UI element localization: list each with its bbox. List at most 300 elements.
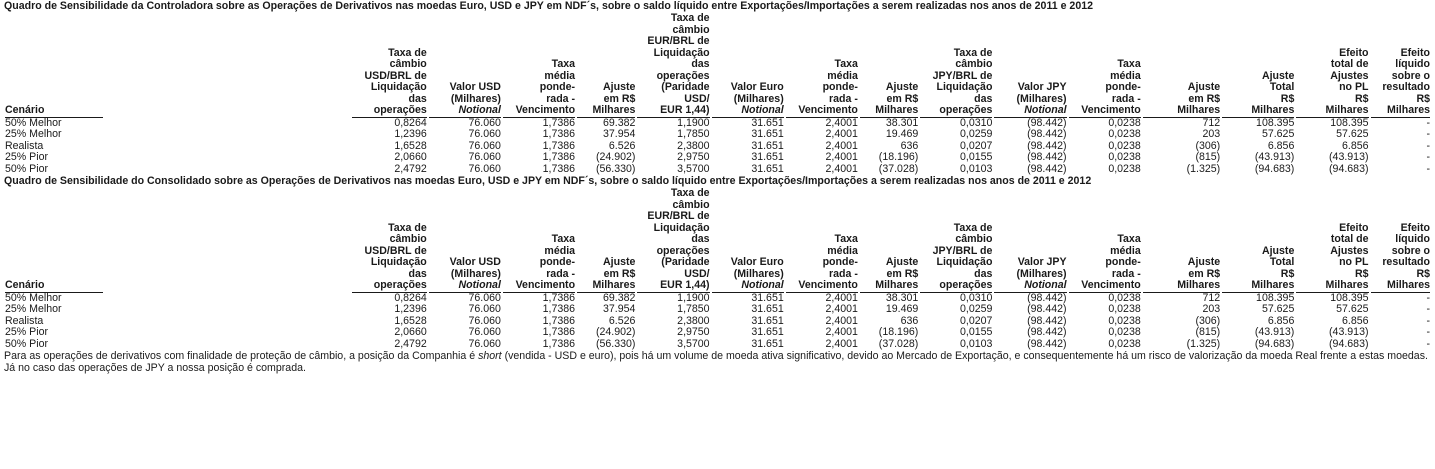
header-line: operações [939,104,993,116]
header-line: Vencimento [515,279,576,291]
cell-usd-notional: 76.060 [468,139,501,152]
header-eur-notional [711,13,785,118]
cell-eur-notional: 31.651 [751,162,784,175]
cell-total-adjustment: 6.856 [1267,314,1295,327]
header-line: Taxa [551,58,576,70]
header-line: Ajustes [1330,69,1369,82]
header-line: em R$ [886,267,919,280]
cell-eur-notional: 31.651 [751,128,784,140]
cell-equity-effect: (43.913) [1329,326,1369,338]
cell-eur-rate: 1,7850 [677,128,710,140]
header-eur-adjustment [859,13,919,118]
cell-usd-adjustment: 6.526 [608,139,636,152]
header-line: Efeito [1339,221,1369,234]
header-line: Ajuste [1261,244,1295,257]
sensitivity-table [4,13,1431,175]
section-title: Quadro de Sensibilidade do Consolidado sobre as Operações de Derivativos nas moedas Euro, USD e JPY em NDF´s, sobre o saldo líquido entre Exportações/Importações a serem realizadas nos anos de 2011 e 2012 [4,175,1092,187]
cell-eur-adjustment: (37.028) [878,337,919,350]
cell-jpy-avg-rate: 0,0238 [1108,128,1141,140]
cell-equity-effect: 108.395 [1330,291,1369,304]
header-line: câmbio [672,23,710,36]
header-line: Notional [458,104,501,116]
header-line: (Paridade [661,256,710,268]
header-line: Ajuste [885,256,919,268]
cell-usd-notional: 76.060 [468,314,501,327]
cell-scenario: 50% Pior [5,162,48,175]
header-usd-avg-rate [502,13,576,118]
header-line: operações [373,279,427,291]
header-line: no PL [1339,81,1369,93]
header-line: Taxa [1117,58,1141,70]
cell-total-adjustment: (94.683) [1254,162,1295,175]
header-line: sobre o [1391,69,1430,82]
header-usd-rate [351,13,427,118]
header-usd-adjustment [576,188,636,293]
cell-jpy-avg-rate: 0,0238 [1108,139,1141,152]
cell-usd-rate: 1,2396 [394,128,427,140]
cell-eur-adjustment: (18.196) [878,151,919,163]
header-line: EUR/BRL de [647,210,710,222]
cell-result-effect: - [1426,151,1430,163]
cell-jpy-adjustment: 712 [1202,116,1221,129]
cell-eur-notional: 31.651 [751,116,784,129]
cell-scenario: Realista [5,139,44,152]
cell-equity-effect: (94.683) [1329,162,1369,175]
header-line: Milhares [592,104,636,116]
header-line: Taxa [834,58,858,70]
header-line: Milhares [1387,104,1430,116]
header-line: Liquidação [370,81,427,93]
header-line: Milhares [592,279,636,291]
cell-usd-rate: 1,2396 [394,303,427,315]
cell-jpy-avg-rate: 0,0238 [1108,314,1141,327]
cell-jpy-adjustment: 203 [1202,128,1221,140]
header-line: Milhares [1325,104,1369,116]
cell-usd-adjustment: 69.382 [603,291,636,304]
header-line: Notional [458,279,501,291]
header-line: câmbio [955,58,993,70]
header-line: Taxa de [670,12,710,24]
cell-usd-notional: 76.060 [468,128,501,140]
header-line: em R$ [603,92,636,105]
table-row [4,327,1431,339]
cell-eur-adjustment: (37.028) [878,162,919,175]
footnote-emphasis: short [478,350,502,362]
cell-equity-effect: (43.913) [1329,151,1369,163]
table-row [4,164,1431,176]
header-line: Ajuste [1261,69,1295,82]
header-jpy-avg-rate [1068,188,1142,293]
cell-jpy-rate: 0,0103 [960,337,993,350]
cell-result-effect: - [1426,314,1430,327]
cell-usd-notional: 76.060 [468,303,501,315]
header-line: USD/ [684,267,710,280]
cell-usd-avg-rate: 1,7386 [542,139,576,152]
cell-jpy-avg-rate: 0,0238 [1108,291,1141,304]
cell-total-adjustment: 57.625 [1261,128,1295,140]
header-row [4,188,1431,293]
header-line: ponde- [539,256,576,268]
header-line: (Milhares) [1016,92,1067,105]
header-line: no PL [1339,256,1369,268]
header-line: (Milhares) [733,267,784,280]
header-line: das [408,92,427,105]
cell-usd-notional: 76.060 [468,337,501,350]
header-line: (Milhares) [450,267,501,280]
header-line: Milhares [1177,104,1221,116]
cell-result-effect: - [1426,337,1430,350]
header-line: rada - [546,92,576,105]
header-line: USD/BRL de [364,69,427,82]
cell-scenario: Realista [5,314,44,327]
header-line: câmbio [389,233,427,245]
header-line: R$ [1354,92,1369,105]
header-line: Taxa de [388,221,427,234]
header-line: câmbio [389,58,427,70]
header-line: Notional [1024,279,1067,291]
header-line: JPY/BRL de [932,244,993,257]
cell-jpy-notional: (98.442) [1027,303,1067,315]
header-line: ponde- [1105,81,1141,93]
cell-equity-effect: (94.683) [1329,337,1369,350]
header-line: Vencimento [1081,104,1141,116]
cell-jpy-adjustment: (306) [1195,314,1221,327]
cell-jpy-notional: (98.442) [1027,128,1067,140]
cell-usd-rate: 1,6528 [394,139,427,152]
cell-usd-notional: 76.060 [468,162,501,175]
cell-usd-adjustment: (24.902) [595,151,636,163]
header-row [4,13,1431,118]
cell-jpy-adjustment: (1.325) [1186,162,1221,175]
cell-equity-effect: 57.625 [1336,303,1369,315]
cell-equity-effect: 108.395 [1330,116,1369,129]
cell-eur-notional: 31.651 [751,314,784,327]
header-line: total de [1330,233,1369,245]
cell-usd-notional: 76.060 [468,116,501,129]
header-line: rada - [1111,267,1141,280]
header-line: rada - [546,267,576,280]
header-line: Milhares [1251,104,1295,116]
cell-jpy-rate: 0,0259 [960,128,993,140]
cell-usd-rate: 0,8264 [394,116,427,129]
cell-usd-rate: 2,0660 [394,151,427,163]
header-line: Milhares [1177,279,1221,291]
header-usd-rate [351,188,427,293]
cell-scenario: 25% Pior [5,151,48,163]
cell-usd-notional: 76.060 [468,326,501,338]
cell-eur-adjustment: 19.469 [885,128,919,140]
header-line: rada - [829,92,858,105]
cell-eur-adjustment: 636 [900,314,919,327]
cell-total-adjustment: (43.913) [1254,326,1295,338]
cell-eur-adjustment: 636 [900,139,919,152]
cell-jpy-avg-rate: 0,0238 [1108,337,1141,350]
header-line: Notional [1024,104,1067,116]
header-eur-avg-rate [785,13,859,118]
cell-eur-adjustment: 19.469 [885,303,919,315]
header-line: média [1110,244,1141,257]
header-eur-rate [636,188,710,293]
header-line: Liquidação [936,81,993,93]
cell-usd-adjustment: (56.330) [595,337,636,350]
cell-jpy-rate: 0,0103 [960,162,993,175]
header-line: Milhares [875,104,919,116]
cell-jpy-avg-rate: 0,0238 [1108,303,1141,315]
cell-eur-notional: 31.651 [751,139,784,152]
header-jpy-rate [919,13,993,118]
cell-jpy-adjustment: 712 [1202,291,1221,304]
cell-result-effect: - [1426,326,1430,338]
cell-eur-avg-rate: 2,4001 [825,314,858,327]
header-line: câmbio [672,198,710,211]
header-line: Efeito [1400,46,1430,59]
header-equity-effect [1295,13,1369,118]
footnote-text-after: (vendida - USD e euro), pois há um volume de moeda ativa significativo, devido ao Mercado de Exportação, e consequentemente há um risco de valorização da moeda Real frente a estas moedas. Já no caso das operações de JPY a nossa posição é comprada. [4,350,1428,374]
cell-eur-adjustment: 38.301 [885,291,919,304]
header-line: Ajuste [1187,256,1221,268]
cell-equity-effect: 6.856 [1341,314,1369,327]
cell-usd-notional: 76.060 [468,151,501,163]
header-line: Vencimento [515,104,576,116]
header-line: R$ [1354,267,1369,280]
header-line: Ajuste [603,256,636,268]
header-line: líquido [1395,58,1430,70]
header-line: EUR/BRL de [647,35,710,47]
cell-result-effect: - [1426,162,1430,175]
header-result-effect [1370,188,1432,293]
header-line: operações [939,279,993,291]
header-jpy-adjustment [1142,13,1221,118]
header-line: operações [373,104,427,116]
table-row [4,129,1431,141]
header-line: resultado [1382,81,1430,93]
header-line: Milhares [1325,279,1369,291]
header-line: Taxa [1117,233,1141,245]
cell-eur-avg-rate: 2,4001 [825,326,858,338]
cell-usd-rate: 1,6528 [394,314,427,327]
cell-usd-adjustment: 69.382 [603,116,636,129]
cell-eur-rate: 3,5700 [677,162,710,175]
cell-total-adjustment: (94.683) [1254,337,1295,350]
header-jpy-avg-rate [1068,13,1142,118]
header-line: Valor JPY [1017,256,1067,268]
header-line: das [691,58,710,70]
header-line: (Milhares) [1016,267,1067,280]
cell-jpy-rate: 0,0310 [960,291,993,304]
cell-jpy-avg-rate: 0,0238 [1108,326,1141,338]
cell-eur-notional: 31.651 [751,303,784,315]
cell-jpy-avg-rate: 0,0238 [1108,151,1141,163]
header-line: Liquidação [370,256,427,268]
header-line: Taxa [551,233,576,245]
cell-jpy-notional: (98.442) [1027,314,1067,327]
cell-eur-avg-rate: 2,4001 [825,151,858,163]
cell-usd-adjustment: 37.954 [603,303,636,315]
header-eur-rate [636,13,710,118]
cell-equity-effect: 57.625 [1336,128,1369,140]
header-line: resultado [1382,256,1430,268]
header-equity-effect [1295,188,1369,293]
header-line: R$ [1416,92,1430,105]
header-line: Efeito [1400,221,1430,234]
cell-total-adjustment: 6.856 [1267,139,1295,152]
header-line: Ajuste [885,81,919,93]
header-line: Notional [741,104,784,116]
cell-jpy-notional: (98.442) [1027,116,1067,129]
cell-usd-avg-rate: 1,7386 [542,314,576,327]
cell-usd-avg-rate: 1,7386 [542,116,576,129]
header-line: Vencimento [798,104,858,116]
header-line: EUR 1,44) [660,104,710,116]
cell-jpy-rate: 0,0155 [960,326,993,338]
header-line: Taxa de [953,221,993,234]
header-result-effect [1370,13,1432,118]
header-line: das [408,267,427,280]
header-line: Vencimento [798,279,858,291]
header-line: líquido [1395,233,1430,245]
cell-eur-avg-rate: 2,4001 [825,337,858,350]
cell-result-effect: - [1426,116,1430,129]
header-scenario [4,13,351,118]
header-total-adjustment [1221,188,1295,293]
cell-usd-rate: 2,4792 [394,337,427,350]
header-jpy-notional [993,188,1067,293]
cell-eur-rate: 2,3800 [677,314,710,327]
header-line: Vencimento [1081,279,1141,291]
header-eur-avg-rate [785,188,859,293]
header-line: Taxa [834,233,858,245]
cell-total-adjustment: 108.395 [1256,116,1295,129]
header-line: média [827,244,858,257]
cell-usd-rate: 2,0660 [394,326,427,338]
header-line: EUR 1,44) [660,279,710,291]
header-line: Taxa de [670,187,710,199]
header-line: Total [1269,256,1295,268]
header-line: operações [656,69,710,82]
cell-jpy-adjustment: (815) [1195,151,1221,163]
header-line: Taxa de [953,46,993,59]
header-line: em R$ [1188,267,1221,280]
header-jpy-notional [993,13,1067,118]
header-line: média [1110,69,1141,82]
table-row [4,304,1431,316]
header-line: total de [1330,58,1369,70]
cell-scenario: 50% Pior [5,337,48,350]
cell-eur-rate: 1,1900 [677,291,710,304]
header-eur-adjustment [859,188,919,293]
cell-total-adjustment: 57.625 [1261,303,1295,315]
cell-total-adjustment: (43.913) [1254,151,1295,163]
cell-eur-avg-rate: 2,4001 [825,162,858,175]
header-jpy-adjustment [1142,188,1221,293]
cell-jpy-notional: (98.442) [1027,162,1067,175]
header-line: Valor JPY [1017,81,1067,93]
header-line: em R$ [1188,92,1221,105]
header-line: Liquidação [653,46,710,59]
header-line: Milhares [1387,279,1430,291]
cell-usd-adjustment: 6.526 [608,314,636,327]
cell-eur-notional: 31.651 [751,326,784,338]
cell-eur-rate: 2,3800 [677,139,710,152]
cell-jpy-rate: 0,0155 [960,151,993,163]
header-line: USD/BRL de [364,244,427,257]
cell-result-effect: - [1426,291,1430,304]
header-line: Taxa de [388,46,427,59]
cell-jpy-notional: (98.442) [1027,326,1067,338]
cell-result-effect: - [1426,139,1430,152]
cell-usd-avg-rate: 1,7386 [542,326,576,338]
header-line: Ajustes [1330,244,1369,257]
cell-jpy-rate: 0,0207 [960,314,993,327]
cell-eur-avg-rate: 2,4001 [825,139,858,152]
header-jpy-rate [919,188,993,293]
section-title: Quadro de Sensibilidade da Controladora sobre as Operações de Derivativos nas moedas Euro, USD e JPY em NDF´s, sobre o saldo líquido entre Exportações/Importações a serem realizadas nos anos de 2011 e 2012 [4,0,1093,12]
cell-result-effect: - [1426,128,1430,140]
cell-usd-avg-rate: 1,7386 [542,151,576,163]
header-line: em R$ [886,92,919,105]
cell-eur-rate: 3,5700 [677,337,710,350]
cell-scenario: 25% Melhor [5,303,62,315]
header-line: R$ [1280,92,1295,105]
cell-scenario: 50% Melhor [5,291,62,304]
cell-jpy-avg-rate: 0,0238 [1108,116,1141,129]
header-line: Valor Euro [730,256,784,268]
header-line: Liquidação [936,256,993,268]
cell-usd-adjustment: (56.330) [595,162,636,175]
cell-usd-rate: 0,8264 [394,291,427,304]
cell-jpy-avg-rate: 0,0238 [1108,162,1141,175]
cell-eur-avg-rate: 2,4001 [825,128,858,140]
header-total-adjustment [1221,13,1295,118]
header-line: Milhares [1251,279,1295,291]
cell-usd-avg-rate: 1,7386 [542,128,576,140]
cell-jpy-adjustment: (815) [1195,326,1221,338]
header-line: ponde- [822,81,858,93]
cell-jpy-notional: (98.442) [1027,291,1067,304]
cell-usd-avg-rate: 1,7386 [542,162,576,175]
header-usd-notional [428,188,502,293]
header-line: Ajuste [603,81,636,93]
header-line: câmbio [955,233,993,245]
cell-scenario: 25% Melhor [5,128,62,140]
cell-eur-rate: 2,9750 [677,151,710,163]
cell-jpy-rate: 0,0207 [960,139,993,152]
cell-usd-avg-rate: 1,7386 [542,291,576,304]
header-line: Valor USD [449,256,501,268]
header-line: rada - [829,267,858,280]
cell-usd-avg-rate: 1,7386 [542,337,576,350]
header-line: R$ [1416,267,1430,280]
header-line: (Paridade [661,81,710,93]
cell-jpy-notional: (98.442) [1027,337,1067,350]
cell-usd-notional: 76.060 [468,291,501,304]
header-line: das [691,233,710,245]
cell-scenario: 50% Melhor [5,116,62,129]
header-line: Milhares [875,279,919,291]
header-line: Liquidação [653,221,710,234]
cell-eur-notional: 31.651 [751,291,784,304]
cell-total-adjustment: 108.395 [1256,291,1295,304]
header-line: (Milhares) [733,92,784,105]
table-row [4,339,1431,351]
cell-jpy-adjustment: (306) [1195,139,1221,152]
header-line: ponde- [1105,256,1141,268]
page [0,1,1435,469]
header-line: Notional [741,279,784,291]
header-line: Cenário [5,104,45,116]
cell-jpy-adjustment: 203 [1202,303,1221,315]
header-line: operações [656,244,710,257]
